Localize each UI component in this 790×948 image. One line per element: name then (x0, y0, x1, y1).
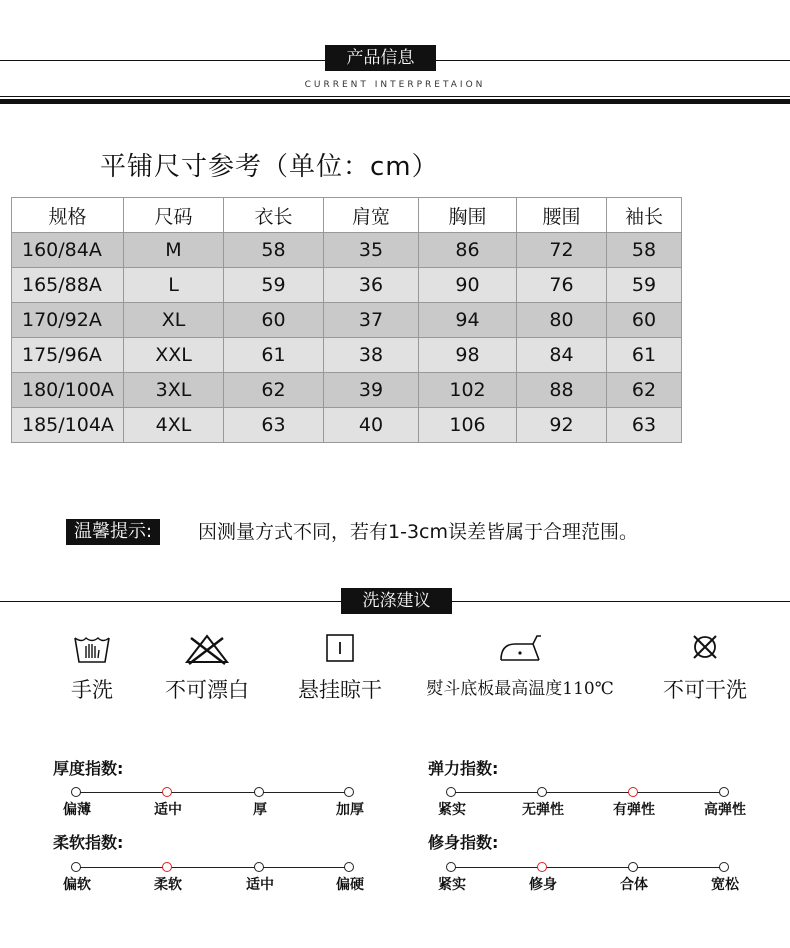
scale-title-thickness: 厚度指数: (53, 759, 124, 778)
table-cell: XL (124, 303, 224, 338)
table-cell: 37 (324, 303, 419, 338)
table-row (12, 233, 682, 268)
tip-label: 温馨提示: (66, 519, 160, 545)
table-cell: 39 (324, 373, 419, 408)
col-header: 尺码 (124, 198, 224, 233)
table-cell: 61 (607, 338, 682, 373)
table-cell: 180/100A (12, 373, 124, 408)
table-cell: 63 (607, 408, 682, 443)
table-header-row (12, 198, 682, 233)
table-cell: 185/104A (12, 408, 124, 443)
table-cell: 4XL (124, 408, 224, 443)
table-row (12, 303, 682, 338)
table-cell: 59 (607, 268, 682, 303)
table-cell: 175/96A (12, 338, 124, 373)
table-cell: 40 (324, 408, 419, 443)
care-label: 不可漂白 (165, 678, 249, 702)
table-cell: 102 (419, 373, 517, 408)
tip-text: 因测量方式不同，若有1-3cm误差皆属于合理范围。 (198, 521, 638, 543)
table-cell: 63 (224, 408, 324, 443)
header-rule-thin (0, 96, 790, 97)
size-chart-title: 平铺尺寸参考（单位：cm） (100, 152, 439, 182)
col-header: 规格 (12, 198, 124, 233)
table-cell: 59 (224, 268, 324, 303)
scale-option-label: 厚 (253, 802, 267, 818)
scale-option-label: 适中 (154, 802, 182, 818)
table-row (12, 268, 682, 303)
table-cell: 92 (517, 408, 607, 443)
care-label: 熨斗底板最高温度110℃ (426, 679, 614, 699)
scale-option-label: 偏薄 (63, 802, 91, 818)
scale-option-label: 偏软 (63, 877, 91, 893)
table-cell: 72 (517, 233, 607, 268)
no-bleach-icon (183, 632, 231, 666)
table-cell: 62 (607, 373, 682, 408)
scale-option-label: 加厚 (336, 802, 364, 818)
scale-title-fit: 修身指数: (428, 833, 499, 852)
table-cell: 58 (224, 233, 324, 268)
col-header: 衣长 (224, 198, 324, 233)
table-cell: 170/92A (12, 303, 124, 338)
no-dry-clean-icon (688, 632, 722, 666)
scale-option-label: 修身 (529, 877, 557, 893)
care-item-iron (410, 632, 630, 699)
scale-option-label: 柔软 (154, 877, 182, 893)
scale-option-label: 适中 (246, 877, 274, 893)
care-label: 悬挂晾干 (298, 678, 382, 702)
scale-option-label: 高弹性 (704, 802, 746, 818)
scale-option-label: 偏硬 (336, 877, 364, 893)
scale-fit (0, 858, 790, 898)
scale-line (451, 867, 724, 868)
section-tag-care: 洗涤建议 (341, 588, 452, 614)
scale-dot (719, 787, 729, 797)
scale-dot (719, 862, 729, 872)
table-cell: 35 (324, 233, 419, 268)
table-cell: 61 (224, 338, 324, 373)
scale-option-label: 有弹性 (613, 802, 655, 818)
table-row (12, 408, 682, 443)
section-tag-product-info: 产品信息 (325, 45, 436, 71)
table-cell: 86 (419, 233, 517, 268)
table-cell: XXL (124, 338, 224, 373)
scale-dot (446, 862, 456, 872)
col-header: 胸围 (419, 198, 517, 233)
table-row (12, 338, 682, 373)
table-cell: 90 (419, 268, 517, 303)
table-cell: 58 (607, 233, 682, 268)
scale-option-label: 紧实 (438, 802, 466, 818)
header-subtitle: CURRENT INTERPRETAION (304, 80, 486, 90)
col-header: 袖长 (607, 198, 682, 233)
scale-dot (446, 787, 456, 797)
scale-dot-selected (628, 787, 638, 797)
scale-line (451, 792, 724, 793)
hand-wash-icon (72, 632, 112, 666)
col-header: 肩宽 (324, 198, 419, 233)
care-label: 手洗 (71, 678, 113, 702)
table-cell: 62 (224, 373, 324, 408)
table-cell: M (124, 233, 224, 268)
scale-option-label: 宽松 (711, 877, 739, 893)
care-item-no-dry-clean (650, 632, 760, 704)
header-rule-thick (0, 99, 790, 104)
table-cell: 36 (324, 268, 419, 303)
size-table (11, 197, 682, 443)
table-cell: 106 (419, 408, 517, 443)
scale-title-elasticity: 弹力指数: (428, 759, 499, 778)
iron-icon (493, 632, 547, 666)
table-cell: 84 (517, 338, 607, 373)
care-item-line-dry (290, 632, 390, 704)
table-cell: 80 (517, 303, 607, 338)
table-cell: 76 (517, 268, 607, 303)
line-dry-icon (323, 632, 357, 666)
table-cell: L (124, 268, 224, 303)
scale-dot-selected (537, 862, 547, 872)
table-cell: 98 (419, 338, 517, 373)
care-label: 不可干洗 (663, 678, 747, 702)
table-cell: 60 (224, 303, 324, 338)
scale-option-label: 合体 (620, 877, 648, 893)
table-cell: 94 (419, 303, 517, 338)
col-header: 腰围 (517, 198, 607, 233)
scale-dot (628, 862, 638, 872)
table-cell: 88 (517, 373, 607, 408)
table-cell: 60 (607, 303, 682, 338)
table-cell: 165/88A (12, 268, 124, 303)
scale-option-label: 无弹性 (522, 802, 564, 818)
scale-dot (537, 787, 547, 797)
scale-elasticity (0, 783, 790, 823)
scale-title-softness: 柔软指数: (53, 833, 124, 852)
care-item-hand-wash (60, 632, 124, 704)
table-cell: 38 (324, 338, 419, 373)
table-row (12, 373, 682, 408)
scale-option-label: 紧实 (438, 877, 466, 893)
table-cell: 160/84A (12, 233, 124, 268)
table-cell: 3XL (124, 373, 224, 408)
care-item-no-bleach (155, 632, 259, 704)
